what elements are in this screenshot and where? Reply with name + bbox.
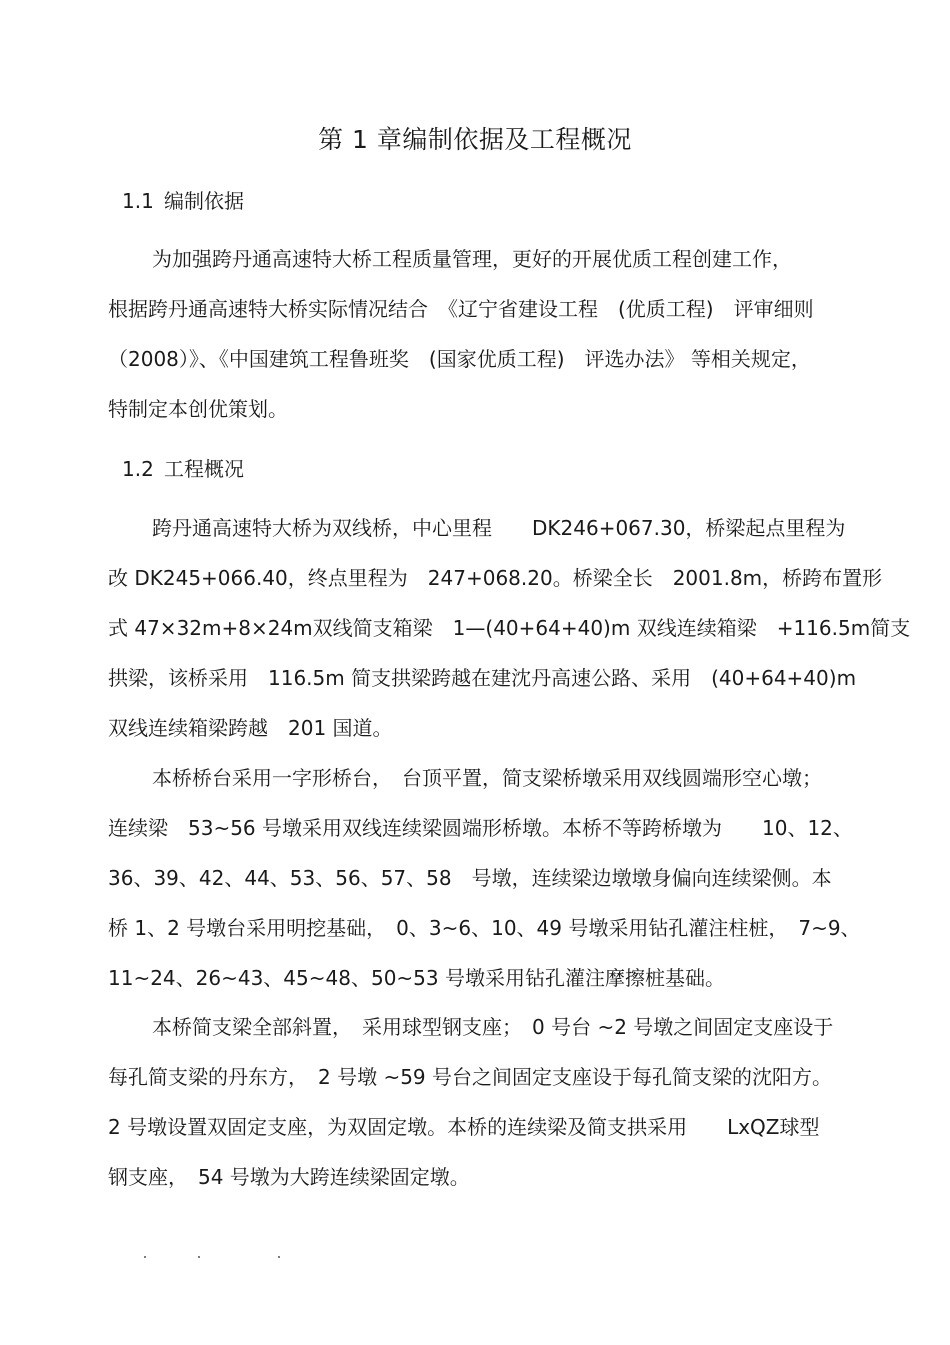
footer-dots — [140, 1244, 340, 1264]
paragraph-overview-1 — [108, 503, 911, 753]
paragraph-line: 为加强跨丹通高速特大桥工程质量管理，更好的开展优质工程创建工作， — [152, 247, 792, 271]
paragraph-line: 本桥桥台采用一字形桥台， 台顶平置，简支梁桥墩采用双线圆端形空心墩； — [152, 766, 822, 790]
section-number: 1.1 — [122, 189, 154, 213]
paragraph-line: 2 号墩设置双固定支座，为双固定墩。本桥的连续梁及简支拱采用 LxQZ球型 — [108, 1115, 820, 1139]
paragraph-line: 式 47×32m+8×24m双线简支箱梁 1—(40+64+40)m 双线连续箱梁 +116.5m简支 — [108, 616, 911, 640]
paragraph-line: 改 DK245+066.40，终点里程为 247+068.20。桥梁全长 2001.8m，桥跨布置形 — [108, 566, 883, 590]
paragraph-line: 11~24、26~43、45~48、50~53 号墩采用钻孔灌注摩擦桩基础。 — [108, 966, 725, 990]
section-number: 1.2 — [122, 457, 154, 481]
section-heading-1-1 — [122, 186, 244, 216]
section-title: 工程概况 — [164, 457, 244, 481]
paragraph-line: 桥 1、2 号墩台采用明挖基础， 0、3~6、10、49 号墩采用钻孔灌注柱桩， 7~9、 — [108, 916, 861, 940]
paragraph-line: 36、39、42、44、53、56、57、58 号墩，连续梁边墩墩身偏向连续梁侧。本 — [108, 866, 832, 890]
paragraph-line: 拱梁，该桥采用 116.5m 简支拱梁跨越在建沈丹高速公路、采用 (40+64+40)m — [108, 666, 857, 690]
section-title: 编制依据 — [164, 189, 244, 213]
paragraph-overview-2 — [108, 753, 868, 1003]
paragraph-overview-3 — [108, 1002, 868, 1202]
footer-dot — [278, 1256, 280, 1258]
section-heading-1-2 — [122, 454, 244, 484]
paragraph-line: 跨丹通高速特大桥为双线桥，中心里程 DK246+067.30，桥梁起点里程为 — [152, 516, 846, 540]
paragraph-line: 双线连续箱梁跨越 201 国道。 — [108, 716, 393, 740]
paragraph-line: 特制定本创优策划。 — [108, 397, 288, 421]
paragraph-line: 本桥简支梁全部斜置， 采用球型钢支座； 0 号台 ~2 号墩之间固定支座设于 — [152, 1015, 834, 1039]
chapter-title: 第 1 章编制依据及工程概况 — [318, 125, 632, 154]
paragraph-basis — [108, 234, 868, 434]
paragraph-line: （2008）》、《中国建筑工程鲁班奖 (国家优质工程) 评选办法》 等相关规定， — [108, 347, 811, 371]
footer-dot — [198, 1256, 200, 1258]
paragraph-line: 根据跨丹通高速特大桥实际情况结合 《辽宁省建设工程 (优质工程) 评审细则 — [108, 297, 814, 321]
paragraph-line: 连续梁 53~56 号墩采用双线连续梁圆端形桥墩。本桥不等跨桥墩为 10、12、 — [108, 816, 853, 840]
paragraph-line: 钢支座， 54 号墩为大跨连续梁固定墩。 — [108, 1165, 470, 1189]
footer-dot — [144, 1256, 146, 1258]
paragraph-line: 每孔简支梁的丹东方， 2 号墩 ~59 号台之间固定支座设于每孔简支梁的沈阳方。 — [108, 1065, 833, 1089]
